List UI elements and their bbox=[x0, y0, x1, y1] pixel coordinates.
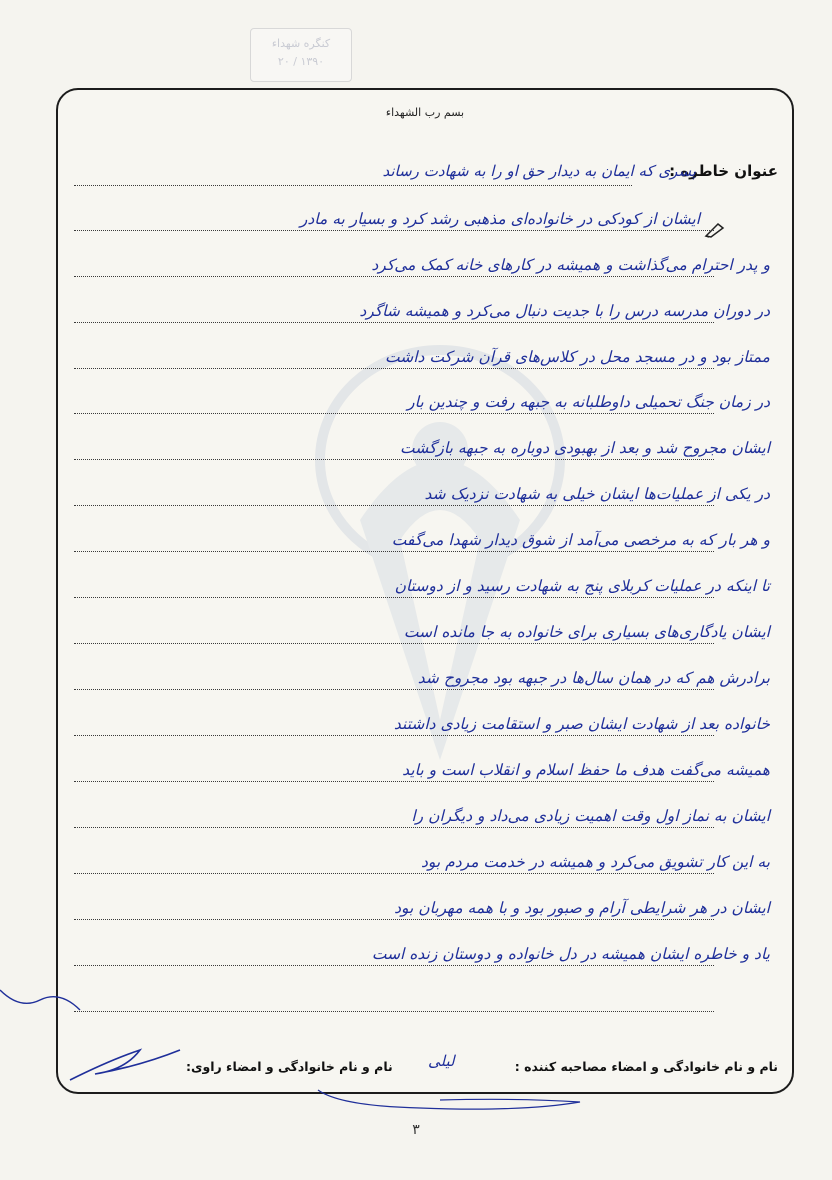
signature-footer bbox=[58, 1048, 792, 1074]
ruled-line bbox=[74, 919, 714, 920]
memory-line-13: همیشه می‌گفت هدف ما حفظ اسلام و انقلاب است و باید bbox=[402, 761, 770, 779]
basmala-header: بسم رب الشهداء bbox=[385, 106, 465, 119]
interviewer-label: نام و نام خانوادگی و امضاء مصاحبه کننده : bbox=[514, 1059, 778, 1074]
ruled-line bbox=[74, 873, 714, 874]
ruled-line bbox=[74, 643, 714, 644]
narrator-label: نام و نام خانوادگی و امضاء راوی: bbox=[186, 1059, 393, 1074]
memory-line-3: در دوران مدرسه درس را با جدیت دنبال می‌کرد و همیشه شاگرد bbox=[359, 302, 770, 320]
ruled-line bbox=[74, 322, 714, 323]
page-number: ۳ bbox=[412, 1122, 420, 1138]
ruled-line bbox=[74, 1011, 714, 1012]
ruled-line bbox=[74, 551, 714, 552]
ruled-line bbox=[74, 689, 714, 690]
memory-line-7: در یکی از عملیات‌ها ایشان خیلی به شهادت نزدیک شد bbox=[424, 485, 770, 503]
memory-line-8: و هر بار که به مرخصی می‌آمد از شوق دیدار شهدا می‌گفت bbox=[391, 531, 770, 549]
memory-line-12: خانواده بعد از شهادت ایشان صبر و استقامت زیادی داشتند bbox=[393, 715, 770, 733]
ruled-line bbox=[74, 276, 714, 277]
stamp-line-1: کنگره شهداء bbox=[271, 37, 331, 50]
memory-line-5: در زمان جنگ تحمیلی داوطلبانه به جبهه رفت و چندین بار bbox=[407, 393, 770, 411]
memory-title-label: عنوان خاطره : bbox=[669, 162, 778, 180]
memory-line-11: برادرش هم که در همان سال‌ها در جبهه بود مجروح شد bbox=[417, 669, 770, 687]
archive-stamp bbox=[250, 28, 352, 82]
memory-line-14: ایشان به نماز اول وقت اهمیت زیادی می‌داد و دیگران را bbox=[411, 807, 770, 825]
memory-form bbox=[56, 88, 794, 1094]
memory-line-6: ایشان مجروح شد و بعد از بهبودی دوباره به جبهه بازگشت bbox=[400, 439, 770, 457]
ruled-line bbox=[74, 827, 714, 828]
ruled-line bbox=[74, 185, 632, 186]
stamp-line-2: ۱۳۹۰ / ۲۰ bbox=[277, 55, 325, 68]
ruled-line bbox=[74, 459, 714, 460]
memory-line-15: به این کار تشویق می‌کرد و همیشه در خدمت مردم بود bbox=[421, 853, 770, 871]
memory-line-17: یاد و خاطره ایشان همیشه در دل خانواده و دوستان زنده است bbox=[371, 945, 770, 963]
ruled-line bbox=[74, 597, 714, 598]
memory-line-1: ایشان از کودکی در خانواده‌ای مذهبی رشد کرد و بسیار به مادر bbox=[299, 210, 700, 228]
ruled-line bbox=[74, 965, 714, 966]
ruled-line bbox=[74, 413, 714, 414]
memory-line-4: ممتاز بود و در مسجد محل در کلاس‌های قرآن شرکت داشت bbox=[384, 348, 770, 366]
ruled-line bbox=[74, 781, 714, 782]
memory-line-9: تا اینکه در عملیات کربلای پنج به شهادت رسید و از دوستان bbox=[394, 577, 770, 595]
memory-line-10: ایشان یادگاری‌های بسیاری برای خانواده به جا مانده است bbox=[403, 623, 770, 641]
memory-title-text: پسری که ایمان به دیدار حق او را به شهادت رساند bbox=[382, 162, 696, 180]
ruled-line bbox=[74, 230, 714, 231]
pen-icon bbox=[704, 222, 726, 238]
ruled-line bbox=[74, 735, 714, 736]
interviewer-signature: لیلی bbox=[428, 1052, 455, 1070]
memory-line-16: ایشان در هر شرایطی آرام و صبور بود و با همه مهربان بود bbox=[394, 899, 770, 917]
memory-line-2: و پدر احترام می‌گذاشت و همیشه در کارهای خانه کمک می‌کرد bbox=[371, 256, 770, 274]
ruled-line bbox=[74, 505, 714, 506]
ruled-line bbox=[74, 368, 714, 369]
